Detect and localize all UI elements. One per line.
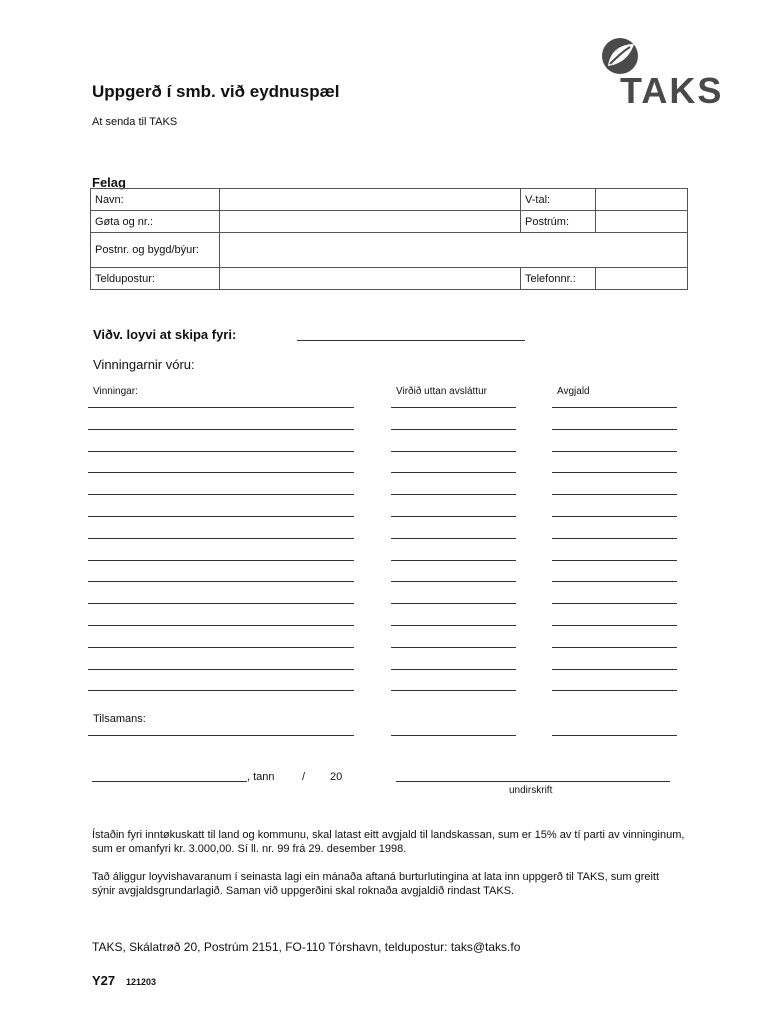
winning-row-field[interactable] <box>88 407 354 408</box>
winning-row-field[interactable] <box>391 603 516 604</box>
postnr-label: Postnr. og bygd/býur: <box>91 233 220 268</box>
telefon-field[interactable] <box>596 268 688 290</box>
paragraph-deadline: Tað áliggur loyvishavaranum í seinasta lagi ein mánaða aftaná burturlutingina at lata inn uppgerð til TAKS, sum greitt sýnir avgjaldsgrundarlagið. Saman við uppgerðini skal roknaða avgjaldið rindast TAKS. <box>92 871 660 897</box>
winning-row-field[interactable] <box>88 516 354 517</box>
winning-row-field[interactable] <box>88 451 354 452</box>
winning-row-field[interactable] <box>391 407 516 408</box>
form-code-number: 121203 <box>126 977 157 987</box>
winning-row-field[interactable] <box>391 669 516 670</box>
winning-row-field[interactable] <box>552 690 677 691</box>
teldupostur-label: Teldupostur: <box>91 268 220 290</box>
postrum-field[interactable] <box>596 211 688 233</box>
winning-row-field[interactable] <box>391 560 516 561</box>
winning-row-field[interactable] <box>88 581 354 582</box>
winning-row-field[interactable] <box>391 472 516 473</box>
vtal-label: V-tal: <box>521 189 596 211</box>
winnings-heading: Vinningarnir vóru: <box>93 357 195 372</box>
undirskrift-label: undirskrift <box>509 785 553 796</box>
taks-logo-text: TAKS <box>620 70 724 111</box>
gota-label: Gøta og nr.: <box>91 211 220 233</box>
winning-row-field[interactable] <box>88 647 354 648</box>
gota-field[interactable] <box>220 211 521 233</box>
winning-row-field[interactable] <box>552 407 677 408</box>
navn-label: Navn: <box>91 189 220 211</box>
total-vinningar-field[interactable] <box>88 735 354 736</box>
signature-field[interactable] <box>396 781 670 782</box>
col-vinningar: Vinningar: <box>93 386 138 397</box>
winning-row-field[interactable] <box>552 603 677 604</box>
form-subtitle: At senda til TAKS <box>92 116 178 128</box>
winning-row-field[interactable] <box>391 647 516 648</box>
winning-row-field[interactable] <box>391 581 516 582</box>
col-avgjald: Avgjald <box>557 386 590 397</box>
col-virdid: Virðið uttan avsláttur <box>396 386 487 397</box>
address-line: TAKS, Skálatrøð 20, Postrúm 2151, FO-110 Tórshavn, teldupostur: taks@taks.fo <box>92 940 521 954</box>
telefon-label: Telefonnr.: <box>521 268 596 290</box>
vtal-field[interactable] <box>596 189 688 211</box>
total-virdid-field[interactable] <box>391 735 516 736</box>
winning-row-field[interactable] <box>88 669 354 670</box>
permit-label: Viðv. loyvi at skipa fyri: <box>93 327 237 342</box>
winning-row-field[interactable] <box>88 472 354 473</box>
winning-row-field[interactable] <box>391 538 516 539</box>
winning-row-field[interactable] <box>88 538 354 539</box>
navn-field[interactable] <box>220 189 521 211</box>
winning-row-field[interactable] <box>552 538 677 539</box>
winning-row-field[interactable] <box>88 494 354 495</box>
winning-row-field[interactable] <box>552 472 677 473</box>
permit-field[interactable] <box>297 340 525 341</box>
total-label: Tilsamans: <box>93 713 146 725</box>
form-code: Y27 <box>92 973 116 988</box>
winning-row-field[interactable] <box>552 429 677 430</box>
winning-row-field[interactable] <box>391 625 516 626</box>
place-field[interactable] <box>92 781 247 782</box>
winning-row-field[interactable] <box>552 560 677 561</box>
winning-row-field[interactable] <box>88 625 354 626</box>
winning-row-field[interactable] <box>552 451 677 452</box>
winning-row-field[interactable] <box>391 451 516 452</box>
form-title: Uppgerð í smb. við eydnuspæl <box>92 82 340 101</box>
total-avgjald-field[interactable] <box>552 735 677 736</box>
year-label: 20 <box>330 771 343 783</box>
date-slash: / <box>302 771 306 783</box>
postrum-label: Postrúm: <box>521 211 596 233</box>
winning-row-field[interactable] <box>552 494 677 495</box>
winning-row-field[interactable] <box>391 690 516 691</box>
tann-label: , tann <box>247 771 275 783</box>
teldupostur-field[interactable] <box>220 268 521 290</box>
winning-row-field[interactable] <box>391 429 516 430</box>
winning-row-field[interactable] <box>88 429 354 430</box>
felag-table <box>90 188 688 290</box>
winning-row-field[interactable] <box>552 669 677 670</box>
winning-row-field[interactable] <box>552 647 677 648</box>
winning-row-field[interactable] <box>88 690 354 691</box>
winning-row-field[interactable] <box>391 494 516 495</box>
winning-row-field[interactable] <box>88 603 354 604</box>
felag-heading: Felag <box>92 175 126 190</box>
winning-row-field[interactable] <box>552 516 677 517</box>
winning-row-field[interactable] <box>552 581 677 582</box>
postnr-field[interactable] <box>220 233 688 268</box>
winning-row-field[interactable] <box>88 560 354 561</box>
paragraph-tax-info: Ístaðin fyri inntøkuskatt til land og kommunu, skal latast eitt avgjald til landskassan, sum er 15% av tí parti av vinninginum, sum er omanfyri kr. 3.000,00. Sí ll. nr. 99 frá 29. desember 1998. <box>92 829 685 855</box>
winning-row-field[interactable] <box>391 516 516 517</box>
winning-row-field[interactable] <box>552 625 677 626</box>
